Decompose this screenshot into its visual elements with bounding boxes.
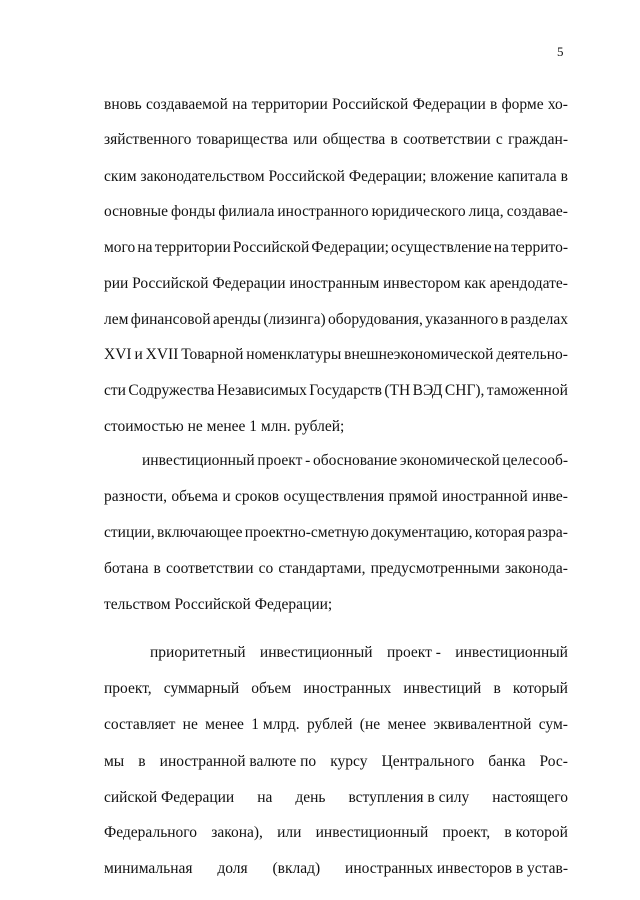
- text-line: [104, 346, 568, 364]
- text-word: (вклад): [272, 860, 321, 877]
- text-word: создавае-: [506, 203, 568, 220]
- text-word: внешнеэкономической: [344, 346, 494, 363]
- text-word: доля: [217, 860, 248, 877]
- text-line: [104, 524, 568, 542]
- text-word: создаваемой: [146, 96, 228, 113]
- text-word: осуществление: [391, 239, 492, 256]
- text-line: [104, 824, 568, 842]
- text-word: номенклатуры: [246, 346, 342, 363]
- text-word: ским: [104, 168, 137, 185]
- text-word: мого: [104, 239, 136, 256]
- text-word: зяйственного: [104, 131, 192, 148]
- text-line: [104, 716, 568, 734]
- text-word: иностранной валюте по: [159, 753, 317, 770]
- text-word: оборудования,: [328, 311, 423, 328]
- text-word: минимальная: [104, 860, 193, 877]
- text-word: обоснование: [313, 452, 398, 469]
- text-word: и: [134, 346, 143, 363]
- text-word: (лизинга): [263, 311, 326, 328]
- text-word: инвестором: [383, 275, 461, 292]
- text-word: юридического: [371, 203, 466, 220]
- text-word: инвестиционный: [142, 452, 255, 469]
- text-word: 1 млрд.: [251, 716, 300, 733]
- text-line: [104, 560, 568, 578]
- text-word: территории: [154, 239, 231, 256]
- text-word: иностранных: [303, 680, 392, 697]
- text-word: -: [305, 452, 311, 469]
- text-word: указанного: [425, 311, 499, 328]
- text-word: в: [390, 131, 398, 148]
- text-word: Содружества: [128, 382, 215, 399]
- text-word: проект -: [386, 644, 441, 661]
- text-word: предусмотренными: [370, 560, 500, 577]
- text-word: с: [495, 131, 503, 148]
- text-word: разделах: [510, 311, 568, 328]
- text-word: стандартами,: [278, 560, 366, 577]
- text-word: разра-: [527, 524, 568, 541]
- text-line: [104, 680, 568, 698]
- text-word: проект,: [104, 680, 152, 697]
- text-word: на: [137, 239, 153, 256]
- text-word: менее: [205, 716, 244, 733]
- text-word: Российской: [132, 275, 209, 292]
- text-line: [142, 452, 568, 470]
- text-line: [104, 382, 568, 400]
- text-word: или: [277, 824, 302, 841]
- text-line: [104, 488, 568, 506]
- text-word: капитала: [497, 168, 557, 185]
- text-line: тельством Российской Федерации;: [104, 596, 333, 613]
- text-word: вновь: [104, 96, 142, 113]
- text-line: [104, 311, 568, 329]
- text-word: документацию,: [371, 524, 473, 541]
- text-word: Товарной: [181, 346, 244, 363]
- text-word: Государств: [309, 382, 382, 399]
- text-line: [104, 789, 568, 807]
- text-line: [104, 239, 568, 257]
- text-word: мы: [104, 753, 125, 770]
- text-word: целесооб-: [502, 452, 568, 469]
- text-word: рии: [104, 275, 129, 292]
- text-word: Центрального: [381, 753, 475, 770]
- text-word: финансовой: [130, 311, 211, 328]
- text-word: Российской: [331, 96, 409, 113]
- text-word: инве-: [532, 488, 568, 505]
- text-line: [104, 860, 568, 878]
- text-word: включающее: [156, 524, 243, 541]
- text-word: хо-: [547, 96, 568, 113]
- text-word: в: [493, 680, 501, 697]
- text-word: иностранного: [277, 203, 369, 220]
- text-word: на: [232, 96, 248, 113]
- text-word: не: [182, 716, 198, 733]
- text-word: составляет: [104, 716, 176, 733]
- text-word: как: [464, 275, 486, 292]
- text-word: ВЭД: [412, 382, 443, 399]
- text-word: иностранной: [441, 488, 528, 505]
- text-word: инвестиций: [403, 680, 482, 697]
- text-word: приоритетный: [150, 644, 246, 661]
- text-word: в: [138, 753, 146, 770]
- text-word: Федерации: [412, 96, 486, 113]
- text-word: Федерации: [212, 275, 286, 292]
- text-word: менее: [387, 716, 427, 733]
- text-word: сум-: [538, 716, 568, 733]
- text-word: XVII: [145, 346, 179, 363]
- text-word: со: [258, 560, 274, 577]
- text-word: (не: [359, 716, 381, 733]
- text-word: Независимых: [216, 382, 307, 399]
- text-word: (ТН: [384, 382, 411, 399]
- text-word: в: [560, 168, 568, 185]
- text-word: банка: [488, 753, 526, 770]
- text-word: иностранным: [289, 275, 380, 292]
- text-word: осуществления: [283, 488, 385, 505]
- text-word: стиции,: [104, 524, 155, 541]
- text-word: Федерации;: [348, 168, 427, 185]
- text-word: таможенной: [486, 382, 568, 399]
- text-word: товарищества: [196, 131, 288, 148]
- text-word: настоящего: [492, 789, 568, 806]
- text-word: вложение: [430, 168, 494, 185]
- text-word: СНГ),: [444, 382, 485, 399]
- text-word: законодательством: [140, 168, 265, 185]
- text-word: или: [293, 131, 318, 148]
- text-word: сийской Федерации: [104, 789, 235, 806]
- text-word: иностранных инвесторов в устав-: [345, 860, 568, 877]
- text-word: на: [257, 789, 273, 806]
- text-line: [104, 753, 568, 771]
- text-line: [104, 96, 568, 114]
- text-word: который: [512, 680, 568, 697]
- text-word: лем: [104, 311, 129, 328]
- text-word: эквивалентной: [433, 716, 532, 733]
- text-word: арендодате-: [489, 275, 568, 292]
- text-line: [104, 203, 568, 221]
- text-word: экономической: [399, 452, 500, 469]
- text-word: законода-: [504, 560, 568, 577]
- text-word: суммарный: [163, 680, 240, 697]
- text-line: [150, 644, 568, 662]
- text-word: закона),: [211, 824, 263, 841]
- text-word: объем: [251, 680, 292, 697]
- text-word: деятельно-: [496, 346, 568, 363]
- text-word: в: [153, 560, 161, 577]
- text-word: основные: [104, 203, 168, 220]
- text-word: объема: [171, 488, 219, 505]
- text-line: [104, 168, 568, 186]
- text-word: в которой: [504, 824, 568, 841]
- text-word: Российской: [232, 239, 310, 256]
- text-word: инвестиционный: [259, 644, 373, 661]
- text-word: террито-: [511, 239, 568, 256]
- text-word: проект: [257, 452, 303, 469]
- text-word: инвестиционный: [315, 824, 429, 841]
- text-word: ботана: [104, 560, 149, 577]
- text-word: день: [295, 789, 326, 806]
- text-line: [104, 131, 568, 149]
- text-word: рублей: [306, 716, 353, 733]
- text-word: которая: [474, 524, 526, 541]
- text-word: вступления в силу: [348, 789, 470, 806]
- text-word: Федерального: [104, 824, 198, 841]
- text-line: [104, 275, 568, 293]
- text-word: форме: [501, 96, 544, 113]
- text-word: курсу: [330, 753, 368, 770]
- text-word: проект,: [442, 824, 491, 841]
- text-word: аренды: [212, 311, 261, 328]
- text-line: стоимостью не менее 1 млн. рублей;: [104, 418, 345, 435]
- text-word: Федерации;: [311, 239, 389, 256]
- text-word: разности,: [104, 488, 168, 505]
- text-word: общества: [322, 131, 386, 148]
- text-word: Рос-: [539, 753, 568, 770]
- page-number: 5: [557, 44, 564, 59]
- text-word: и: [222, 488, 231, 505]
- text-word: сроков: [234, 488, 280, 505]
- text-word: Российской: [268, 168, 345, 185]
- text-word: прямой: [388, 488, 438, 505]
- text-word: сти: [104, 382, 126, 399]
- text-word: на: [493, 239, 509, 256]
- text-word: лица,: [468, 203, 504, 220]
- text-word: территории: [251, 96, 328, 113]
- text-word: соответствии: [403, 131, 491, 148]
- text-word: в: [490, 96, 498, 113]
- text-word: проектно-сметную: [244, 524, 369, 541]
- text-word: филиала: [218, 203, 275, 220]
- text-word: инвестиционный: [455, 644, 568, 661]
- text-word: соответствии: [165, 560, 254, 577]
- text-word: в: [500, 311, 508, 328]
- text-word: фонды: [170, 203, 216, 220]
- text-word: граждан-: [508, 131, 568, 148]
- text-word: XVI: [104, 346, 132, 363]
